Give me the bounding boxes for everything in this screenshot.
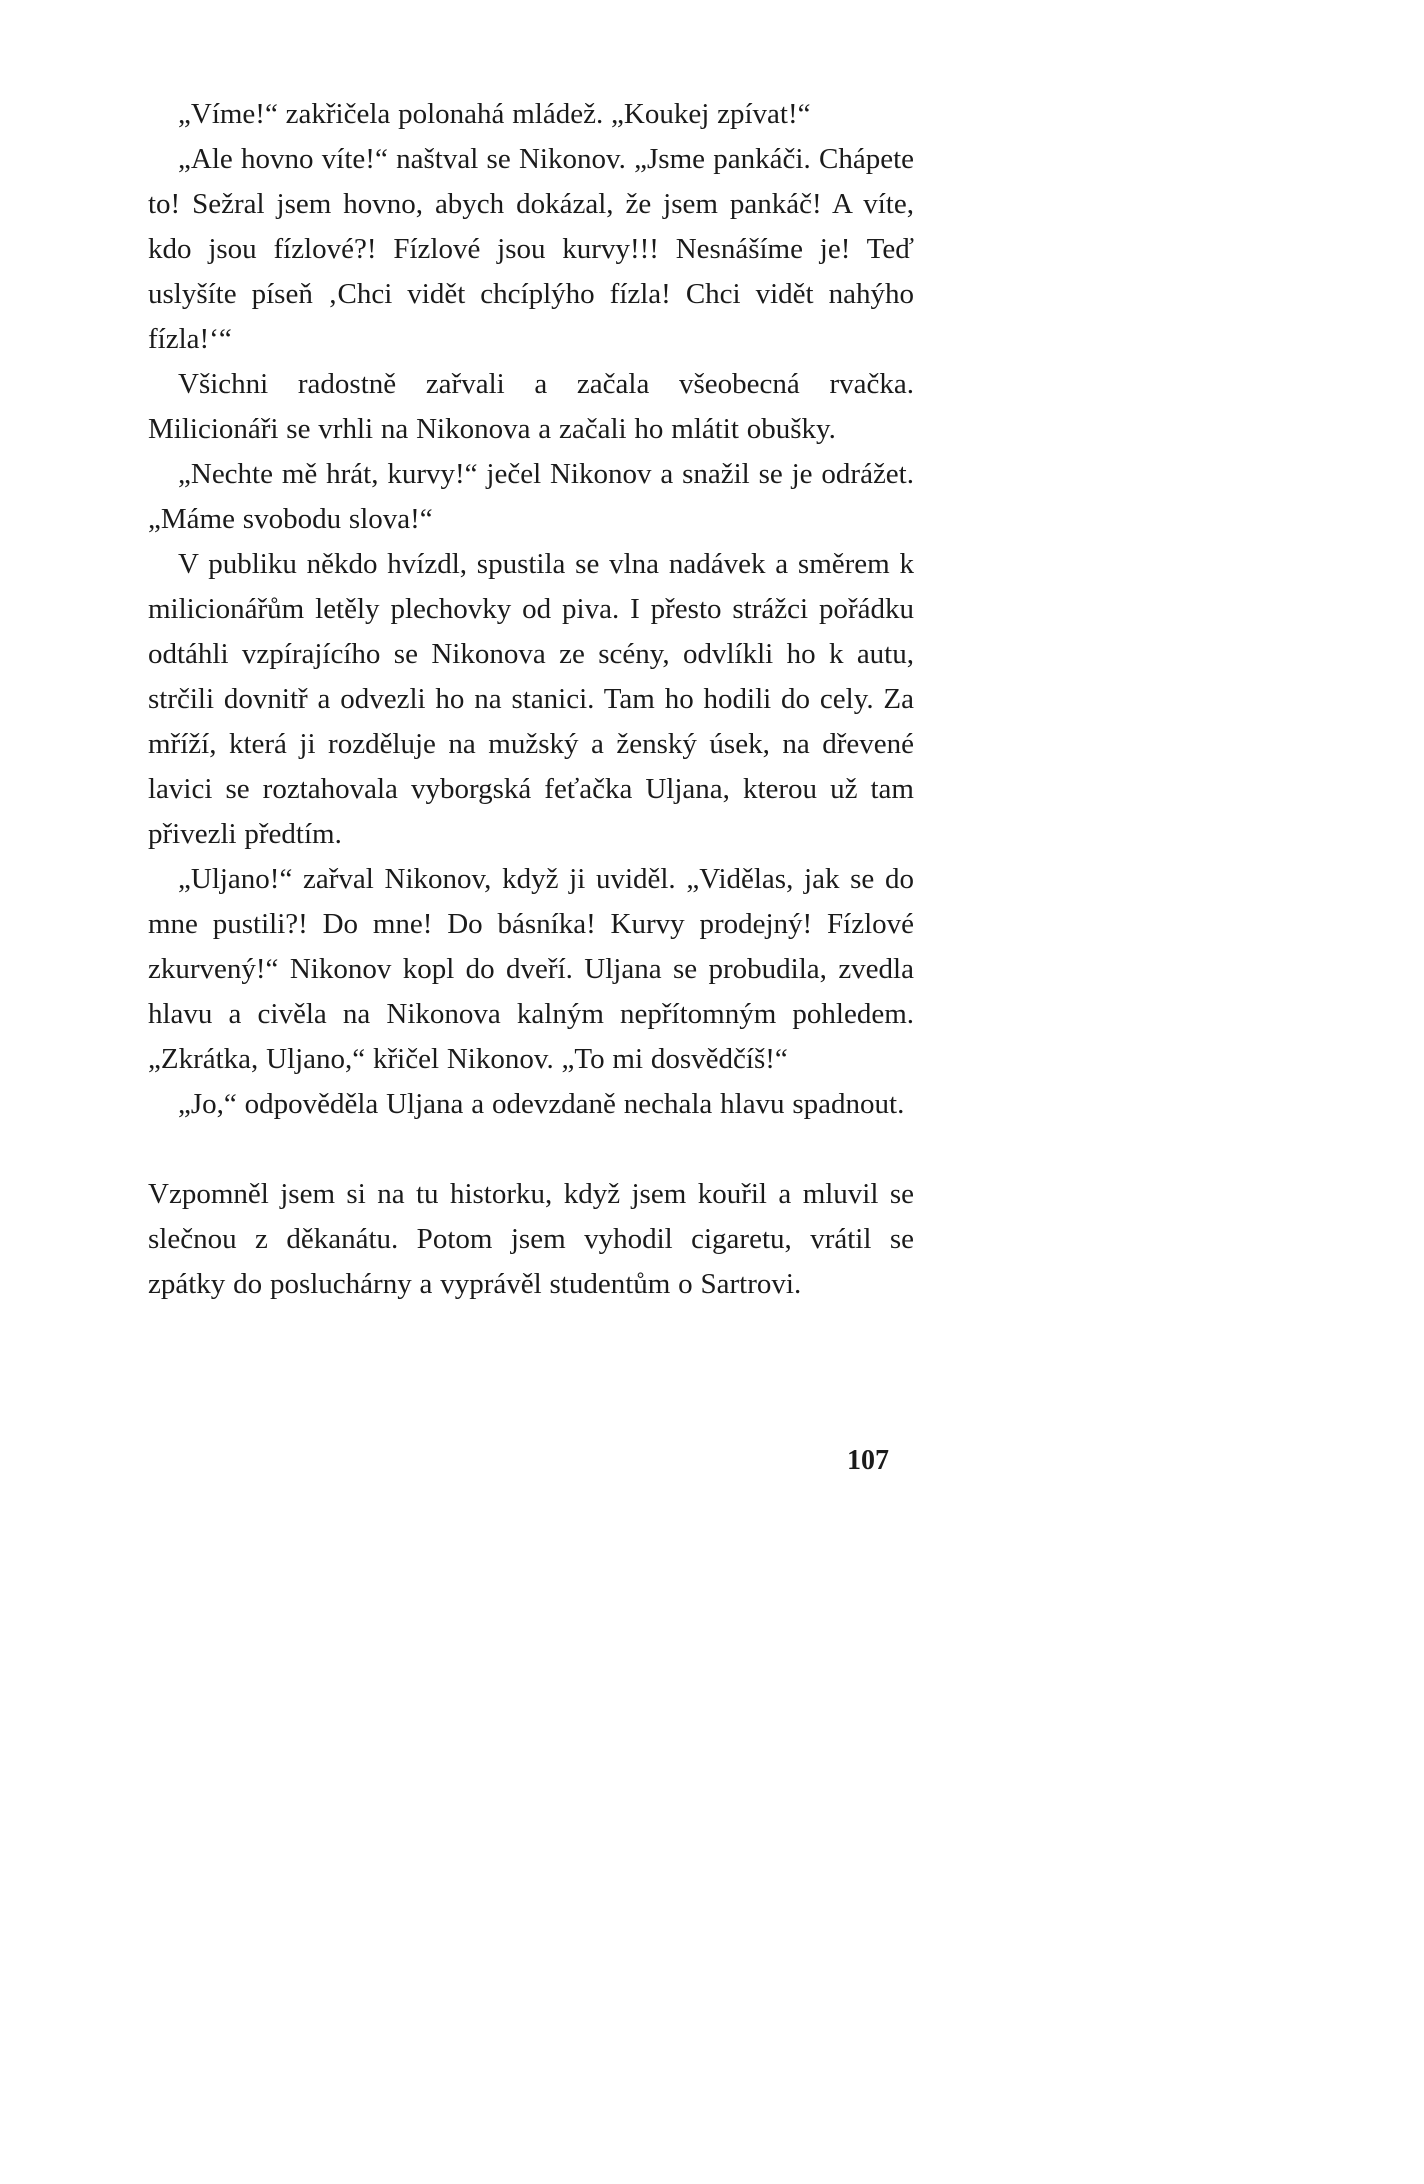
paragraph: „Víme!“ zakřičela polonahá mládež. „Koukej zpívat!“: [178, 98, 811, 130]
paragraph: V publiku někdo hvízdl, spustila se vlna nadávek a směrem k milicionářům letěly plechovky od piva. I přesto strážci pořádku odtáhli vzpírajícího se Nikonova ze scény, odvlíkli ho k autu, strčili dovnitř a odvezli ho na stanici. Tam ho hodili do cely. Za mříží, která ji rozděluje na mužský a ženský úsek, na dřevené lavici se roztahovala vyborgská feťačka Uljana, kterou už tam přivezli předtím.: [148, 548, 914, 850]
paragraph: „Ale hovno víte!“ naštval se Nikonov. „Jsme pankáči. Chápete to! Sežral jsem hovno, abych dokázal, že jsem pankáč! A víte, kdo jsou fízlové?! Fízlové jsou kurvy!!! Nesnášíme je! Teď uslyšíte píseň ‚Chci vidět chcíplýho fízla! Chci vidět nahýho fízla!‘“: [148, 143, 914, 355]
page-number: 107: [847, 1445, 889, 1476]
text-block: [148, 92, 914, 1307]
paragraph: „Nechte mě hrát, kurvy!“ ječel Nikonov a snažil se je odrážet. „Máme svobodu slova!“: [148, 458, 914, 535]
paragraph: „Uljano!“ zařval Nikonov, když ji uviděl. „Vidělas, jak se do mne pustili?! Do mne! Do básníka! Kurvy prodejný! Fízlové zkurvený!“ Nikonov kopl do dveří. Uljana se probudila, zvedla hlavu a civěla na Nikonova kalným nepřítomným pohledem. „Zkrátka, Uljano,“ křičel Nikonov. „To mi dosvědčíš!“: [148, 863, 914, 1075]
paragraph: Všichni radostně zařvali a začala všeobecná rvačka. Milicionáři se vrhli na Nikonova a začali ho mlátit obušky.: [148, 368, 914, 445]
paragraph: „Jo,“ odpověděla Uljana a odevzdaně nechala hlavu spadnout.: [178, 1088, 905, 1120]
paragraph: Vzpomněl jsem si na tu historku, když jsem kouřil a mluvil se slečnou z děkanátu. Potom jsem vyhodil cigaretu, vrátil se zpátky do posluchárny a vyprávěl studentům o Sartrovi.: [148, 1178, 914, 1300]
